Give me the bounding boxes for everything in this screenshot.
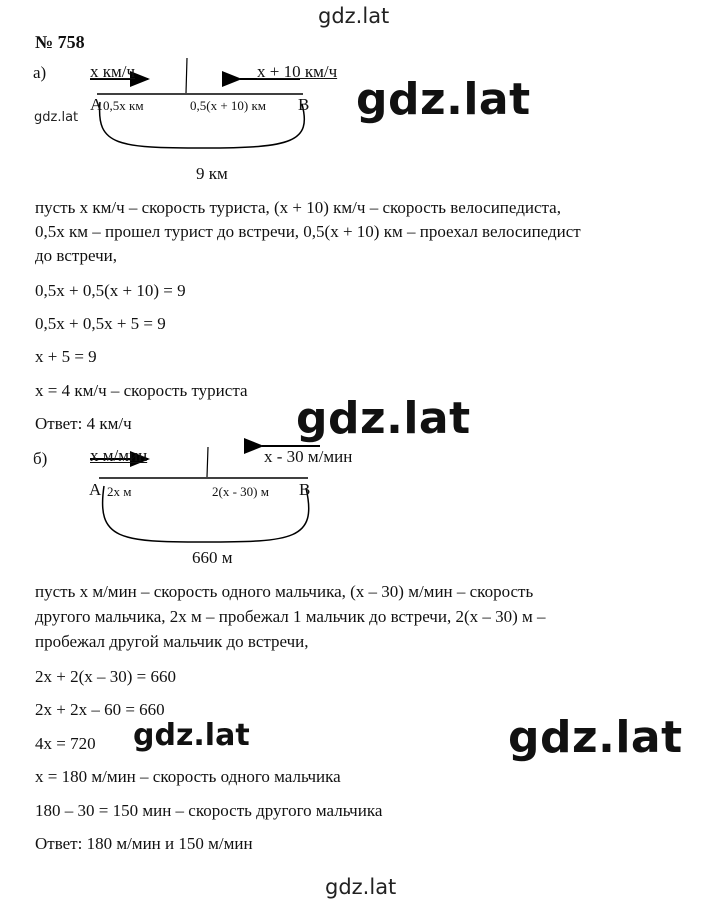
problem-number: № 758 [35, 32, 85, 52]
part-b-right-speed: х - 30 м/мин [264, 447, 353, 466]
watermark-large-2: gdz.lat [296, 393, 471, 444]
part-b-left-segment: 2х м [107, 484, 132, 499]
meeting-mark-b [207, 447, 208, 477]
part-b-text-line: пробежал другой мальчик до встречи, [35, 632, 309, 651]
part-a-right-speed: х + 10 км/ч [257, 62, 338, 81]
part-a-text-line: до встречи, [35, 246, 118, 265]
part-a-equation: х = 4 км/ч – скорость туриста [35, 381, 248, 400]
part-a-answer: Ответ: 4 км/ч [35, 414, 132, 433]
part-b-equation: 4х = 720 [35, 734, 96, 753]
part-a-equation: х + 5 = 9 [35, 347, 97, 366]
part-b-total: 660 м [192, 548, 233, 567]
part-b-left-speed: х м/мин [90, 446, 148, 465]
part-b-text-line: другого мальчика, 2х м – пробежал 1 мальчик до встречи, 2(х – 30) м – [35, 607, 546, 626]
part-a-left-speed: х км/ч [90, 62, 136, 81]
part-a-point-a: А [90, 95, 103, 114]
part-a-left-segment: 0,5х км [103, 98, 144, 113]
part-a-label: а) [33, 63, 47, 82]
meeting-mark-a [186, 58, 187, 93]
watermark-large-3: gdz.lat [508, 712, 683, 763]
part-b-equation: х = 180 м/мин – скорость одного мальчика [35, 767, 341, 786]
part-a-equation: 0,5х + 0,5(х + 10) = 9 [35, 281, 186, 300]
part-b-equation: 2х + 2х – 60 = 660 [35, 700, 165, 719]
part-a-total: 9 км [196, 164, 228, 183]
watermark-small: gdz.lat [34, 110, 79, 125]
watermark-large-1: gdz.lat [356, 74, 531, 125]
watermark-top: gdz.lat [318, 4, 390, 28]
part-b-equation: 180 – 30 = 150 мин – скорость другого мальчика [35, 801, 383, 820]
part-a-text-line: 0,5х км – прошел турист до встречи, 0,5(х + 10) км – проехал велосипедист [35, 222, 581, 241]
part-b-answer: Ответ: 180 м/мин и 150 м/мин [35, 834, 253, 853]
part-b-right-segment: 2(х - 30) м [212, 484, 269, 499]
part-a-equation: 0,5х + 0,5х + 5 = 9 [35, 314, 166, 333]
part-b-label: б) [33, 449, 48, 468]
part-a-right-segment: 0,5(х + 10) км [190, 98, 267, 113]
part-b-point-b: В [299, 480, 311, 499]
part-b-point-a: А [89, 480, 102, 499]
part-b-text-line: пусть х м/мин – скорость одного мальчика, (х – 30) м/мин – скорость [35, 582, 534, 601]
part-a-text-line: пусть х км/ч – скорость туриста, (х + 10) км/ч – скорость велосипедиста, [35, 198, 561, 217]
watermark-bottom: gdz.lat [325, 875, 397, 899]
part-b-equation: 2х + 2(х – 30) = 660 [35, 667, 176, 686]
total-brace-b [103, 486, 309, 542]
watermark-medium: gdz.lat [133, 718, 250, 753]
part-a-point-b: В [298, 95, 310, 114]
